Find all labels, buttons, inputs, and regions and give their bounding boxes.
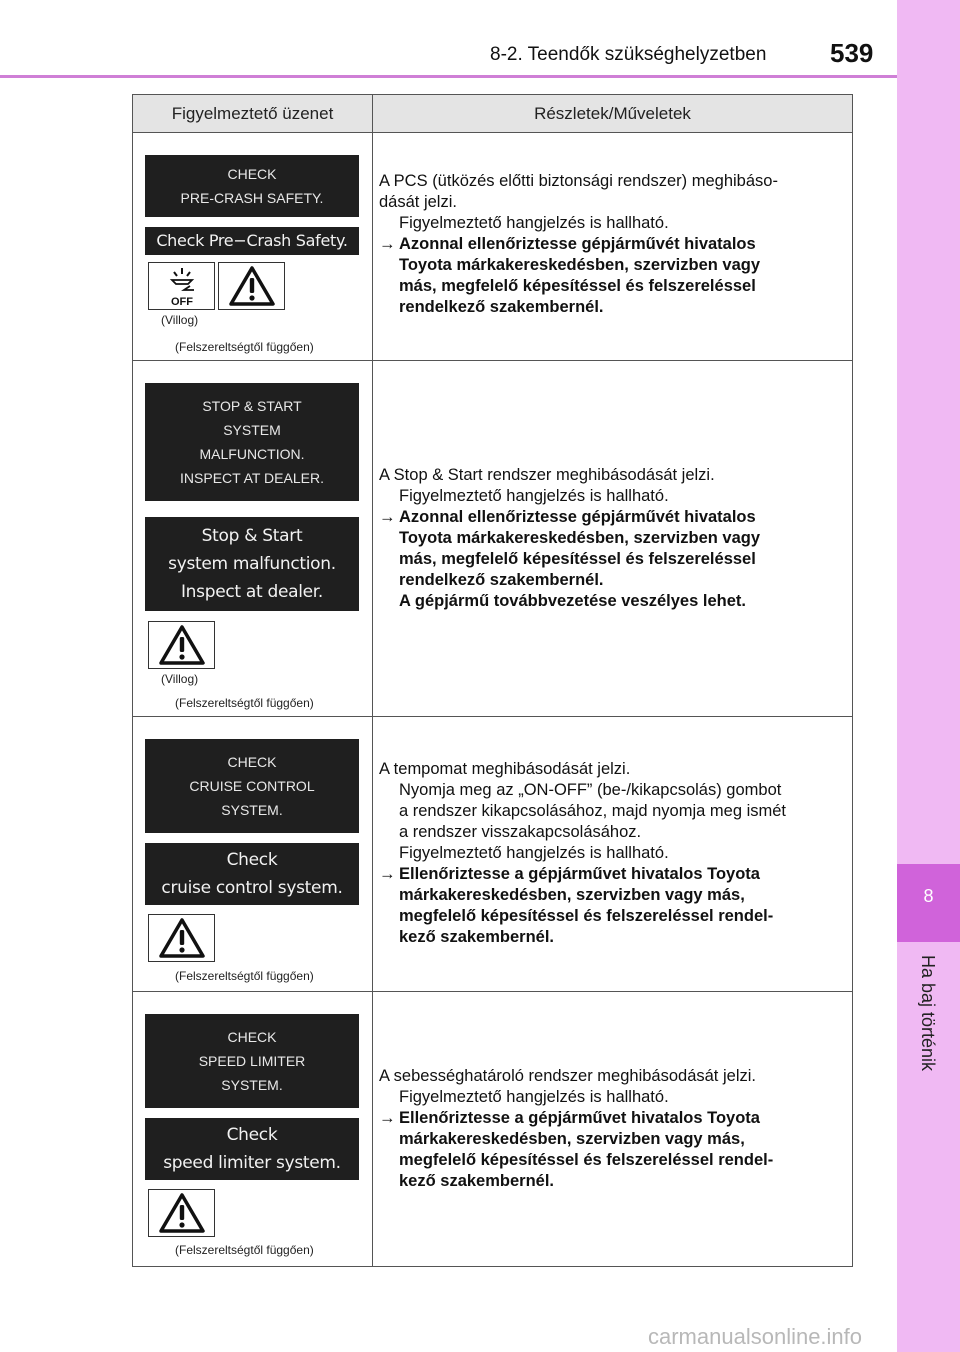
message-cell (133, 133, 373, 360)
action-text: Ellenőriztesse a gépjárművet hivatalos Toyota (399, 1109, 760, 1127)
arrow-icon: → (379, 235, 396, 253)
details-line: Figyelmeztető hangjelzés is hallható. (399, 1088, 669, 1106)
warning-triangle-icon (148, 621, 215, 669)
action-line: márkakereskedésben, szervizben vagy más, (399, 886, 745, 904)
warning-triangle-icon (218, 262, 285, 310)
details-text (379, 171, 778, 318)
message-line: Check (226, 850, 278, 870)
message-cell (133, 717, 373, 991)
message-line: CRUISE CONTROL (189, 778, 315, 794)
action-line: márkakereskedésben, szervizben vagy más, (399, 1130, 745, 1148)
equipment-note: (Felszereltségtől függően) (175, 1243, 314, 1257)
details-line: A tempomat meghibásodását jelzi. (379, 760, 631, 778)
action-text: Azonnal ellenőriztesse gépjárművét hivatalos (399, 508, 756, 526)
display-message-lower (145, 517, 359, 611)
display-message-upper (145, 383, 359, 501)
message-line: CHECK (227, 1029, 277, 1045)
action-line (379, 864, 786, 885)
details-cell (373, 361, 852, 716)
table-header (133, 95, 852, 133)
message-line: system malfunction. (168, 554, 336, 574)
page-number: 539 (830, 38, 874, 68)
action-line: A gépjármű továbbvezetése veszélyes lehet. (399, 592, 746, 610)
details-line: a rendszer kikapcsolásához, majd nyomja meg ismét (399, 802, 787, 820)
message-line: SYSTEM. (221, 802, 283, 818)
details-line: Figyelmeztető hangjelzés is hallható. (399, 844, 669, 862)
message-line: CHECK (227, 166, 277, 182)
table-row (133, 133, 852, 361)
message-line: SYSTEM. (221, 1077, 283, 1093)
action-line (379, 1108, 773, 1129)
details-line: Figyelmeztető hangjelzés is hallható. (399, 214, 669, 232)
column-header-message: Figyelmeztető üzenet (133, 95, 373, 132)
message-cell (133, 361, 373, 716)
display-message-lower (145, 843, 359, 905)
message-line: INSPECT AT DEALER. (180, 470, 324, 486)
header-rule (0, 75, 897, 78)
display-message-upper (145, 1014, 359, 1108)
side-tab-chapter: 8 (897, 864, 960, 942)
message-line: Check (226, 1125, 278, 1145)
message-line: Stop & Start (201, 526, 303, 546)
action-line: kező szakembernél. (399, 928, 554, 946)
details-text (379, 465, 760, 612)
svg-text:OFF: OFF (170, 296, 193, 308)
display-message-lower (145, 1118, 359, 1180)
message-cell (133, 992, 373, 1266)
action-line: kező szakembernél. (399, 1172, 554, 1190)
arrow-icon: → (379, 865, 396, 883)
action-line: megfelelő képesítéssel és felszereléssel rendel- (399, 1151, 774, 1169)
message-line: MALFUNCTION. (199, 446, 305, 462)
action-text: Azonnal ellenőriztesse gépjárművét hivatalos (399, 235, 756, 253)
action-line (379, 234, 778, 255)
action-line: megfelelő képesítéssel és felszereléssel rendel- (399, 907, 774, 925)
display-message-upper (145, 155, 359, 217)
details-line: dását jelzi. (379, 193, 457, 211)
details-text (379, 1066, 773, 1192)
equipment-note: (Felszereltségtől függően) (175, 696, 314, 710)
details-cell (373, 992, 852, 1266)
column-header-details: Részletek/Műveletek (534, 103, 691, 123)
message-line: PRE-CRASH SAFETY. (180, 190, 324, 206)
action-line (379, 507, 760, 528)
action-line: rendelkező szakembernél. (399, 298, 604, 316)
display-message-lower (145, 227, 359, 255)
warning-table (132, 94, 853, 1267)
action-line: rendelkező szakembernél. (399, 571, 604, 589)
details-line: A Stop & Start rendszer meghibásodását jelzi. (379, 466, 715, 484)
action-line: Toyota márkakereskedésben, szervizben vagy (399, 256, 761, 274)
action-line: más, megfelelő képesítéssel és felszereléssel (399, 550, 756, 568)
message-line: SPEED LIMITER (198, 1053, 306, 1069)
pcs-off-icon (148, 262, 215, 310)
message-line: Inspect at dealer. (180, 582, 324, 602)
side-tab-bar (897, 0, 960, 1352)
message-line: STOP & START (202, 398, 302, 414)
watermark: carmanualsonline.info (648, 1324, 863, 1349)
action-text: Ellenőriztesse a gépjárművet hivatalos Toyota (399, 865, 760, 883)
message-line: cruise control system. (161, 878, 343, 898)
details-line: Nyomja meg az „ON-OFF” (be-/kikapcsolás) gombot (399, 781, 782, 799)
action-line: Toyota márkakereskedésben, szervizben vagy (399, 529, 761, 547)
details-cell (373, 133, 852, 360)
warning-triangle-icon (148, 914, 215, 962)
action-line: más, megfelelő képesítéssel és felszereléssel (399, 277, 756, 295)
details-line: a rendszer visszakapcsolásához. (399, 823, 642, 841)
details-cell (373, 717, 852, 991)
villog-label: (Villog) (161, 313, 199, 327)
details-line: A PCS (ütközés előtti biztonsági rendszer) meghibáso- (379, 172, 778, 190)
message-line: SYSTEM (223, 422, 281, 438)
details-line: A sebességhatároló rendszer meghibásodását jelzi. (379, 1067, 756, 1085)
arrow-icon: → (379, 1109, 396, 1127)
villog-label: (Villog) (161, 672, 199, 686)
table-row (133, 992, 852, 1266)
equipment-note: (Felszereltségtől függően) (175, 340, 314, 354)
equipment-note: (Felszereltségtől függően) (175, 969, 314, 983)
table-row (133, 361, 852, 717)
side-tab-label: Ha baj történik (918, 955, 938, 1072)
warning-triangle-icon (148, 1189, 215, 1237)
display-message-upper (145, 739, 359, 833)
arrow-icon: → (379, 508, 396, 526)
table-row (133, 717, 852, 992)
message-line: Check Pre−Crash Safety. (156, 231, 348, 250)
details-text (379, 759, 786, 948)
details-line: Figyelmeztető hangjelzés is hallható. (399, 487, 669, 505)
message-line: CHECK (227, 754, 277, 770)
message-line: speed limiter system. (163, 1153, 341, 1173)
page-header-title: 8-2. Teendők szükséghelyzetben (490, 44, 767, 65)
